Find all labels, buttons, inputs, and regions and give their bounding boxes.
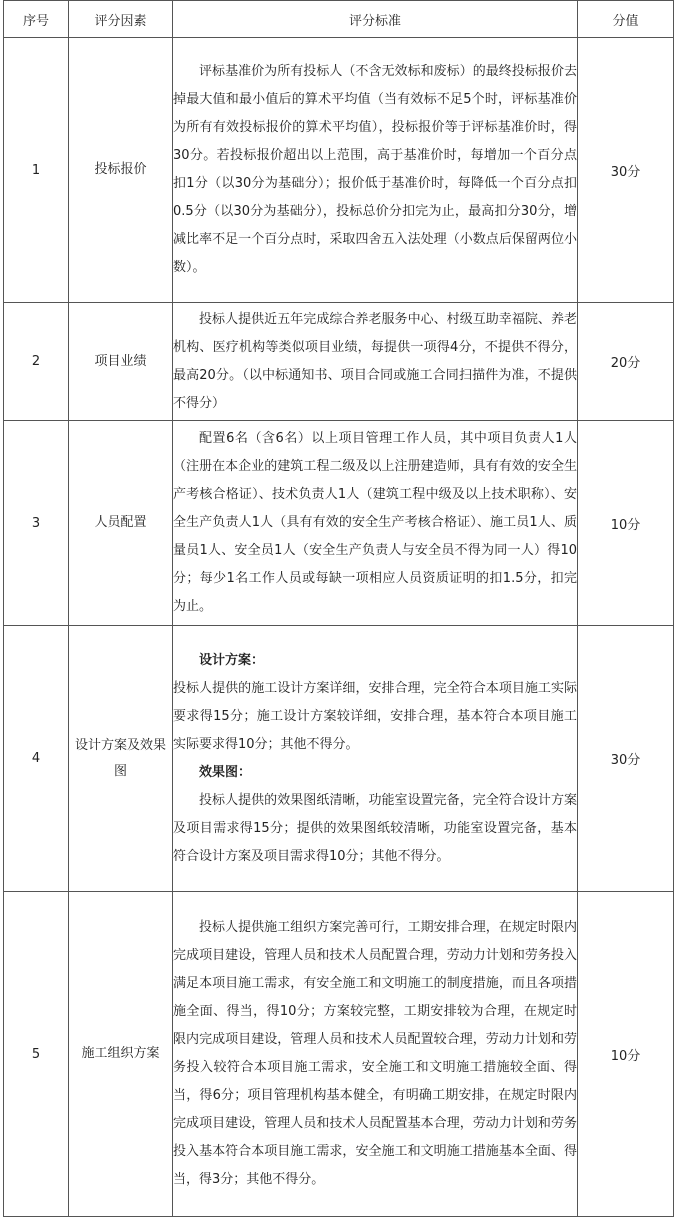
header-factor: 评分因素 — [69, 1, 173, 38]
rendering-heading: 效果图： — [199, 764, 252, 780]
row-score: 10分 — [578, 421, 674, 626]
table-row — [4, 303, 674, 421]
standard-text: 投标人提供施工组织方案完善可行，工期安排合理，在规定时限内完成项目建设，管理人员和技术人员配置合理，劳动力计划和劳务投入满足本项目施工需求，有安全施工和文明施工的制度措施，而且各项措施全面、得当，得10分；方案较完整，工期安排较为合理，在规定时限内完成项目建设，管理人员和技术人员配置较合理，劳动力计划和劳务投入较符合本项目施工需求，安全施工和文明施工措施较全面、得当，得6分；项目管理机构基本健全，有明确工期安排，在规定时限内完成项目建设，管理人员和技术人员配置基本合理，劳动力计划和劳务投入基本符合本项目施工需求，安全施工和文明施工措施基本全面、得当，得3分；其他不得分。 — [173, 920, 577, 1187]
row-standard — [173, 626, 578, 892]
standard-text: 投标人提供近五年完成综合养老服务中心、村级互助幸福院、养老机构、医疗机构等类似项目业绩，每提供一项得4分，不提供不得分，最高20分。（以中标通知书、项目合同或施工合同扫描件为准，不提供不得分） — [173, 311, 577, 411]
table-row — [4, 421, 674, 626]
design-plan-text: 投标人提供的施工设计方案详细，安排合理，完全符合本项目施工实际要求得15分；施工设计方案较详细，安排合理，基本符合本项目施工实际要求得10分；其他不得分。 — [173, 680, 577, 752]
rendering-text: 投标人提供的效果图纸清晰，功能室设置完备，完全符合设计方案及项目需求得15分；提供的效果图纸较清晰，功能室设置完备，基本符合设计方案及项目需求得10分；其他不得分。 — [173, 792, 577, 864]
row-standard — [173, 303, 578, 421]
row-score: 30分 — [578, 38, 674, 303]
row-standard — [173, 892, 578, 1217]
row-no: 1 — [4, 38, 69, 303]
row-no: 5 — [4, 892, 69, 1217]
header-score: 分值 — [578, 1, 674, 38]
row-score: 10分 — [578, 892, 674, 1217]
row-factor: 设计方案及效果图 — [69, 626, 173, 892]
row-factor: 人员配置 — [69, 421, 173, 626]
row-standard — [173, 38, 578, 303]
table-row — [4, 626, 674, 892]
row-factor: 投标报价 — [69, 38, 173, 303]
row-factor: 项目业绩 — [69, 303, 173, 421]
table-row — [4, 38, 674, 303]
table-header-row — [4, 1, 674, 38]
design-plan-heading: 设计方案： — [199, 652, 265, 668]
scoring-table — [3, 0, 674, 1217]
row-score: 20分 — [578, 303, 674, 421]
row-no: 4 — [4, 626, 69, 892]
row-standard — [173, 421, 578, 626]
row-no: 2 — [4, 303, 69, 421]
row-no: 3 — [4, 421, 69, 626]
row-factor: 施工组织方案 — [69, 892, 173, 1217]
table-row — [4, 892, 674, 1217]
row-score: 30分 — [578, 626, 674, 892]
standard-text: 评标基准价为所有投标人（不含无效标和废标）的最终投标报价去掉最大值和最小值后的算术平均值（当有效标不足5个时，评标基准价为所有有效投标报价的算术平均值），投标报价等于评标基准价时，得30分。若投标报价超出以上范围，高于基准价时，每增加一个百分点扣1分（以30分为基础分）；报价低于基准价时，每降低一个百分点扣0.5分（以30分为基础分），投标总价分扣完为止，最高扣分30分，增减比率不足一个百分点时，采取四舍五入法处理（小数点后保留两位小数）。 — [173, 64, 577, 275]
header-no: 序号 — [4, 1, 69, 38]
standard-text: 配置6名（含6名）以上项目管理工作人员，其中项目负责人1人（注册在本企业的建筑工程二级及以上注册建造师，具有有效的安全生产考核合格证）、技术负责人1人（建筑工程中级及以上技术职称）、安全生产负责人1人（具有有效的安全生产考核合格证）、施工员1人、质量员1人、安全员1人（安全生产负责人与安全员不得为同一人）得10分；每少1名工作人员或每缺一项相应人员资质证明的扣1.5分，扣完为止。 — [173, 431, 577, 614]
header-standard: 评分标准 — [173, 1, 578, 38]
